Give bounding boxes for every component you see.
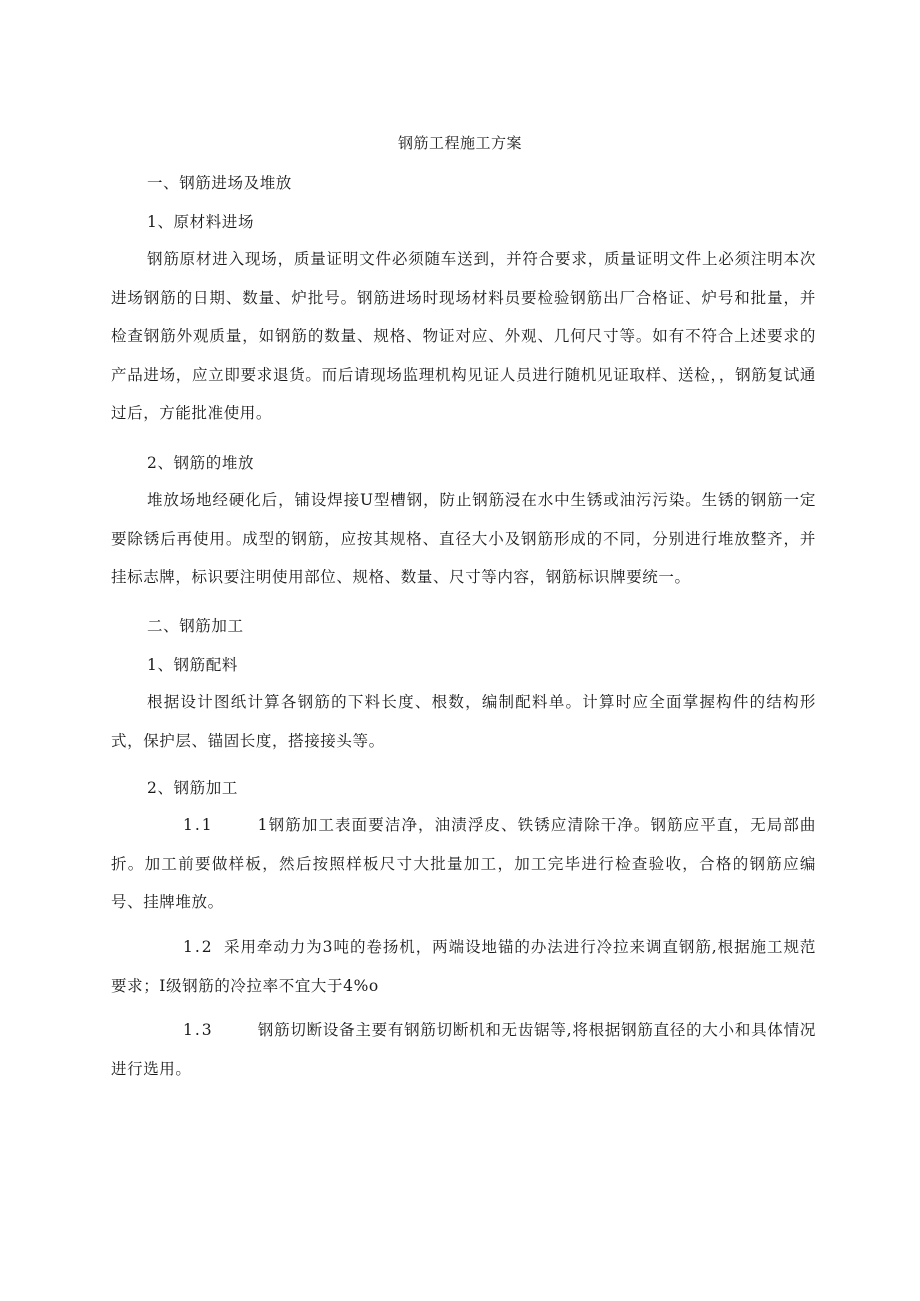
document-title: 钢筋工程施工方案 <box>397 134 522 152</box>
section-1-1-heading: 1、原材料进场 <box>147 213 255 231</box>
item-text: 1钢筋加工表面要洁净，油渍浮皮、铁锈应清除干净。钢筋应平直，无局部曲折。加工前要做样板，然后按照样板尺寸大批量加工，加工完毕进行检查验收，合格的钢筋应编号、挂牌堆放。 <box>111 816 816 912</box>
section-2-1-body: 根据设计图纸计算各钢筋的下料长度、根数，编制配料单。计算时应全面掌握构件的结构形式，保护层、锚固长度，搭接接头等。 <box>111 693 816 750</box>
item-number: 1.2 <box>183 938 214 956</box>
item-number: 1.1 <box>183 816 214 834</box>
item-text: 钢筋切断设备主要有钢筋切断机和无齿锯等,将根据钢筋直径的大小和具体情况进行选用。 <box>111 1021 816 1078</box>
section-2-heading: 二、钢筋加工 <box>147 617 244 635</box>
item-1-2 <box>111 928 816 1005</box>
item-1-1 <box>111 806 816 922</box>
section-1-1-body: 钢筋原材进入现场，质量证明文件必须随车送到，并符合要求，质量证明文件上必须注明本次进场钢筋的日期、数量、炉批号。钢筋进场时现场材料员要检验钢筋出厂合格证、炉号和批量，并检查钢筋外观质量，如钢筋的数量、规格、物证对应、外观、几何尺寸等。如有不符合上述要求的产品进场，应立即要求退货。而后请现场监理机构见证人员进行随机见证取样、送检，，钢筋复试通过后，方能批准使用。 <box>111 250 816 423</box>
item-text: 采用牵动力为3吨的卷扬机，两端设地锚的办法进行冷拉来调直钢筋,根据施工规范要求；I级钢筋的冷拉率不宜大于4%o <box>111 938 816 995</box>
section-2-1-heading: 1、钢筋配料 <box>147 656 238 674</box>
item-number: 1.3 <box>183 1021 214 1039</box>
section-1-2-heading: 2、钢筋的堆放 <box>147 454 255 472</box>
section-2-2-heading: 2、钢筋加工 <box>147 779 238 797</box>
section-1-heading: 一、钢筋进场及堆放 <box>147 174 292 192</box>
section-1-2-body: 堆放场地经硬化后，铺设焊接U型槽钢，防止钢筋浸在水中生锈或油污污染。生锈的钢筋一定要除锈后再使用。成型的钢筋，应按其规格、直径大小及钢筋形成的不同，分别进行堆放整齐，并挂标志牌，标识要注明使用部位、规格、数量、尺寸等内容，钢筋标识牌要统一。 <box>111 491 816 587</box>
item-1-3 <box>111 1011 816 1088</box>
